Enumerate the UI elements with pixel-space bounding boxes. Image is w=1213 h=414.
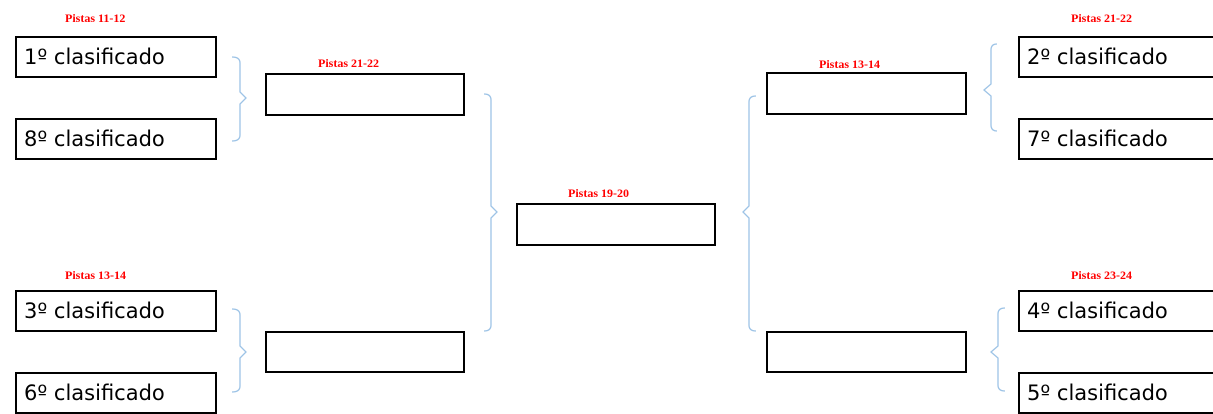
seed-box-7[interactable]: 7º clasificado (1018, 118, 1213, 160)
label-left-qf-top: Pistas 11-12 (65, 11, 126, 25)
seed-box-8[interactable]: 8º clasificado (15, 118, 217, 160)
label-left-sf: Pistas 21-22 (318, 56, 379, 70)
bracket-right-semis (743, 96, 756, 331)
right-semi-top-box[interactable] (766, 72, 967, 115)
bracket-left-top-qf (232, 57, 246, 141)
seed-box-6[interactable]: 6º clasificado (15, 372, 217, 414)
label-right-qf-top: Pistas 21-22 (1071, 11, 1132, 25)
label-right-qf-bottom: Pistas 23-24 (1071, 268, 1132, 282)
seed-box-1[interactable]: 1º clasificado (15, 36, 217, 78)
left-semi-bottom-box[interactable] (265, 331, 465, 373)
bracket-right-top-qf (984, 44, 997, 131)
seed-box-2[interactable]: 2º clasificado (1018, 36, 1213, 78)
seed-box-4[interactable]: 4º clasificado (1018, 290, 1213, 332)
right-semi-bottom-box[interactable] (766, 331, 967, 373)
bracket-right-bottom-qf (991, 308, 1005, 391)
bracket-left-bottom-qf (232, 309, 246, 392)
bracket-left-semis (484, 94, 497, 331)
label-left-qf-bottom: Pistas 13-14 (65, 268, 126, 282)
label-final: Pistas 19-20 (568, 186, 629, 200)
label-right-sf: Pistas 13-14 (819, 57, 880, 71)
left-semi-top-box[interactable] (265, 73, 465, 116)
seed-box-5[interactable]: 5º clasificado (1018, 372, 1213, 414)
final-box[interactable] (516, 203, 716, 246)
seed-box-3[interactable]: 3º clasificado (15, 290, 217, 332)
